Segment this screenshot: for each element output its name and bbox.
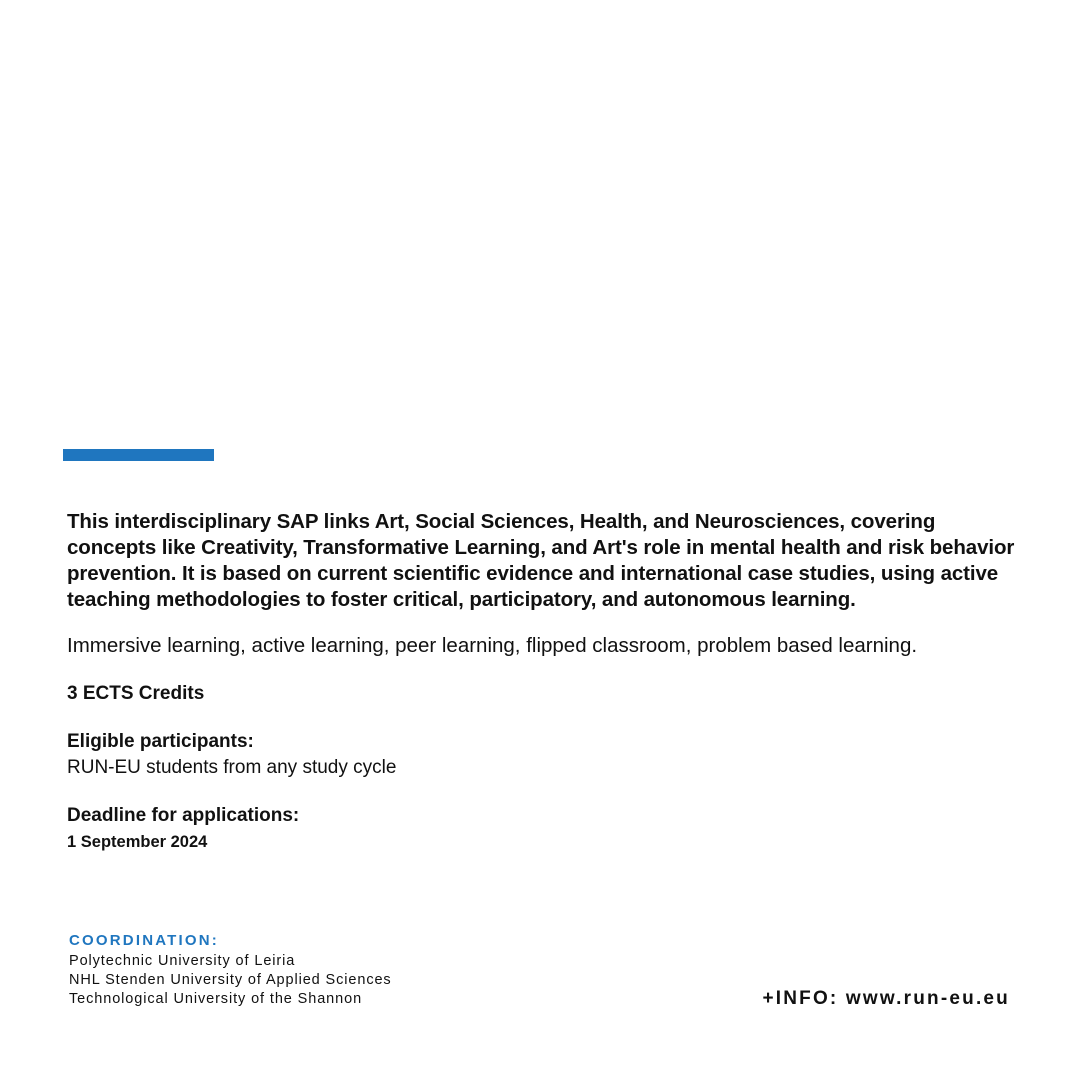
info-link[interactable]: +INFO: www.run-eu.eu [762, 988, 1010, 1009]
coordination-heading: COORDINATION: [69, 932, 219, 949]
methods-paragraph: Immersive learning, active learning, peer learning, flipped classroom, problem based learning. [67, 634, 918, 657]
eligibility-label: Eligible participants: [67, 731, 254, 752]
coordination-institution: Polytechnic University of Leiria [69, 953, 296, 969]
deadline-value: 1 September 2024 [67, 833, 208, 851]
accent-bar [63, 449, 214, 461]
coordination-institution: NHL Stenden University of Applied Sciences [69, 972, 392, 988]
credits-label: 3 ECTS Credits [67, 683, 205, 704]
eligibility-value: RUN-EU students from any study cycle [67, 757, 397, 778]
coordination-block [69, 931, 629, 1009]
coordination-institution: Technological University of the Shannon [69, 991, 363, 1007]
deadline-label: Deadline for applications: [67, 805, 300, 826]
intro-paragraph: This interdisciplinary SAP links Art, Social Sciences, Health, and Neurosciences, covering concepts like Creativity, Transformative Learning, and Art's role in mental health and risk behavior prevention. It is based on current scientific evidence and international case studies, using active teaching methodologies to foster critical, participatory, and autonomous learning. [67, 510, 1015, 611]
main-content [67, 509, 1027, 855]
